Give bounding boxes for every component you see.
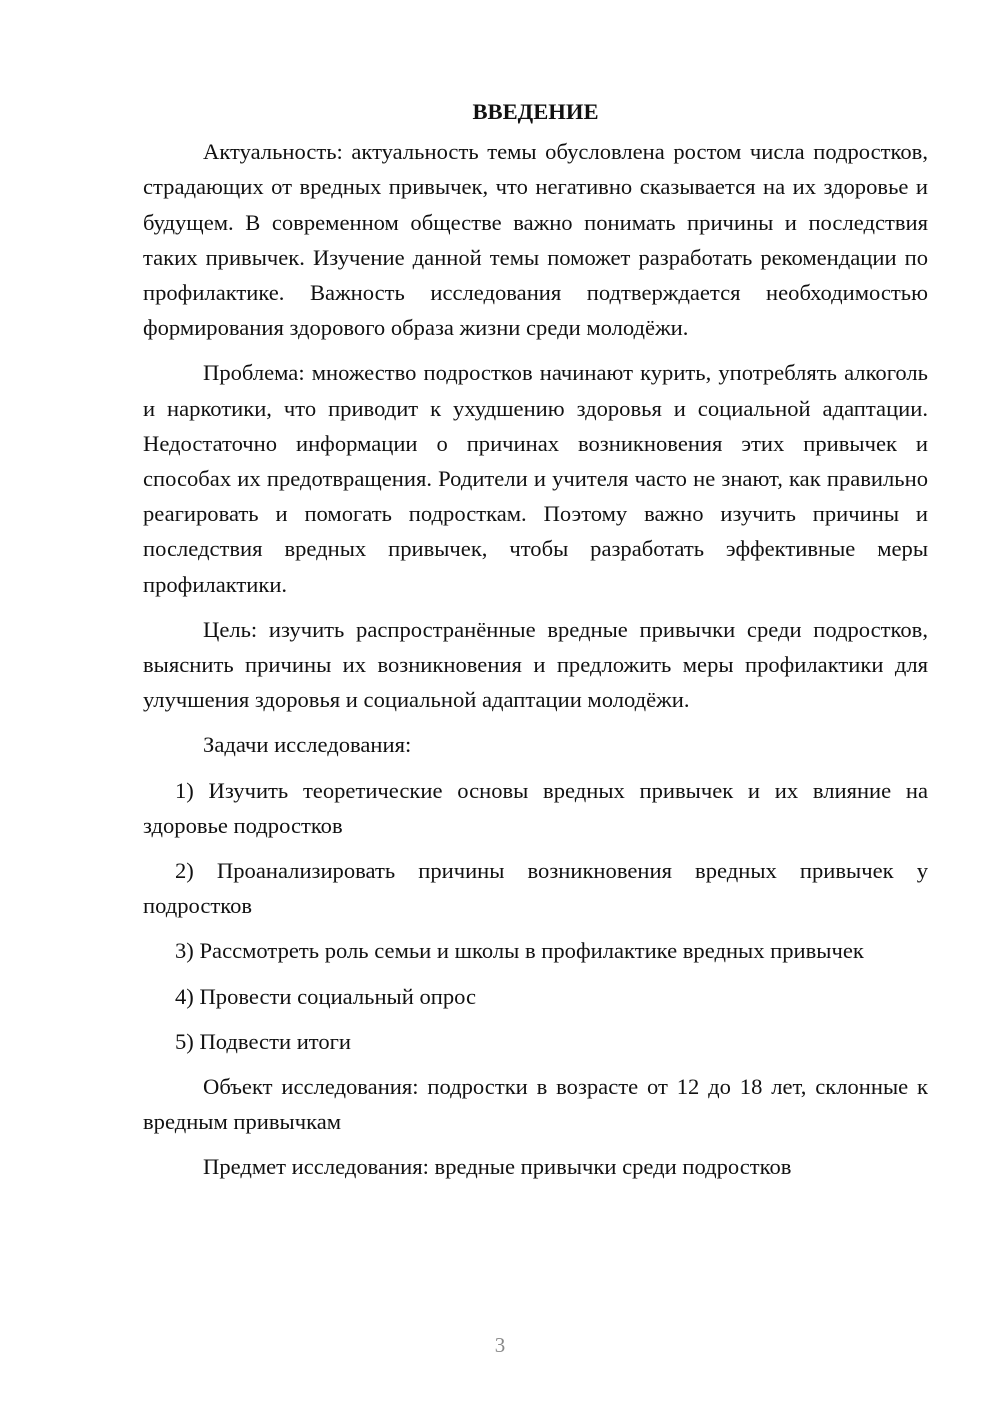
goal-paragraph: Цель: изучить распространённые вредные привычки среди подростков, выяснить причины их возникновения и предложить меры профилактики для улучшения здоровья и социальной адаптации молодёжи. xyxy=(143,616,928,713)
tasks-heading: Задачи исследования: xyxy=(203,732,412,758)
task-item: 2) Проанализировать причины возникновения вредных привычек у подростков xyxy=(143,858,928,919)
relevance-paragraph: Актуальность: актуальность темы обусловлена ростом числа подростков, страдающих от вредных привычек, что негативно сказывается на их здоровье и будущем. В современном обществе важно понимать причины и последствия таких привычек. Изучение данной темы поможет разработать рекомендации по профилактике. Важность исследования подтверждается необходимостью формирования здорового образа жизни среди молодёжи. xyxy=(143,139,928,341)
problem-paragraph: Проблема: множество подростков начинают курить, употреблять алкоголь и наркотики, что приводит к ухудшению здоровья и социальной адаптации. Недостаточно информации о причинах возникновения этих привычек и способах их предотвращения. Родители и учителя часто не знают, как правильно реагировать и помогать подросткам. Поэтому важно изучить причины и последствия вредных привычек, чтобы разработать эффективные меры профилактики. xyxy=(143,360,928,597)
task-item: 1) Изучить теоретические основы вредных привычек и их влияние на здоровье подростков xyxy=(143,777,928,838)
task-item: 4) Провести социальный опрос xyxy=(175,983,477,1009)
document-page xyxy=(143,94,928,1195)
page-number: 3 xyxy=(494,1333,506,1357)
object-paragraph: Объект исследования: подростки в возрасте от 12 до 18 лет, склонные к вредным привычкам xyxy=(143,1074,928,1135)
section-title: ВВЕДЕНИЕ xyxy=(472,99,599,124)
subject-paragraph: Предмет исследования: вредные привычки среди подростков xyxy=(203,1154,792,1180)
task-item: 3) Рассмотреть роль семьи и школы в профилактике вредных привычек xyxy=(175,938,864,964)
task-item: 5) Подвести итоги xyxy=(175,1028,352,1054)
